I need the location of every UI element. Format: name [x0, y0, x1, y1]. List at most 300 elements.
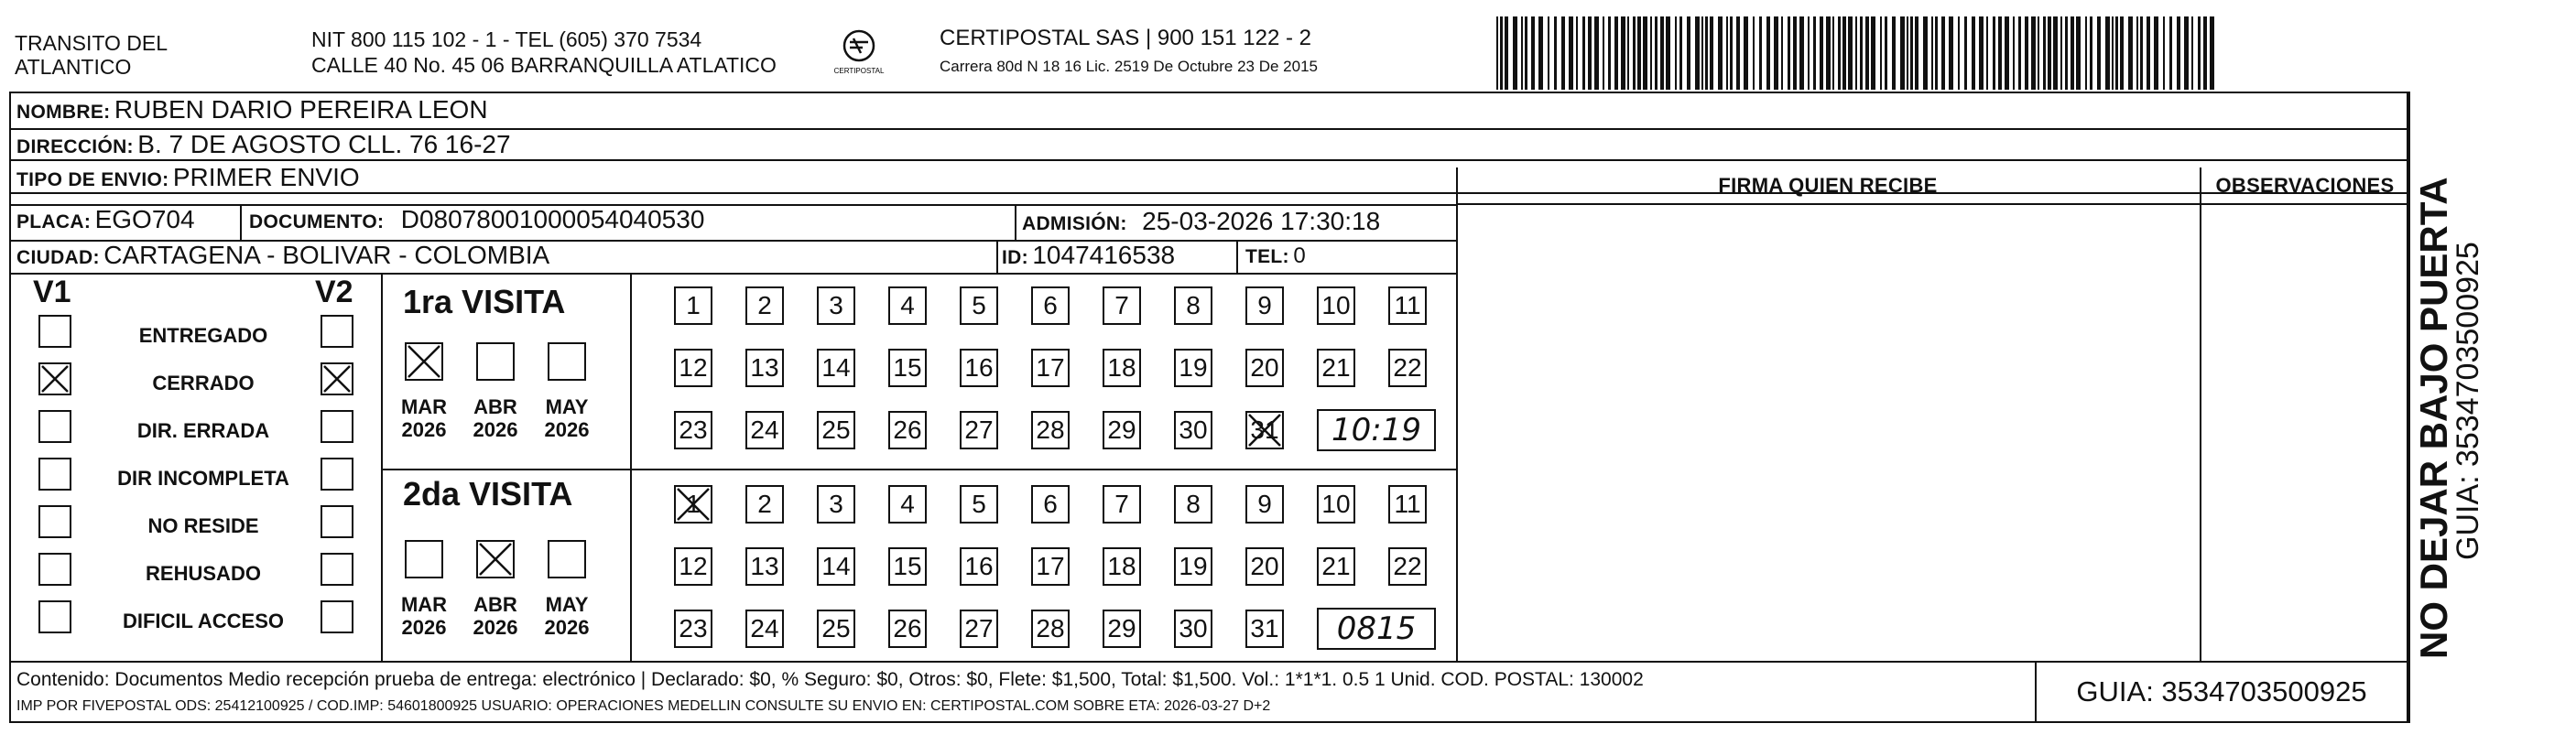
barcode-bar [2005, 16, 2009, 90]
documento-label: DOCUMENTO: [249, 211, 385, 232]
day-number: 15 [893, 552, 922, 580]
barcode-bar [1505, 16, 1508, 90]
day-number: 2 [757, 291, 772, 319]
documento-value: D08078001000054040530 [400, 205, 705, 233]
day-number: 9 [1257, 490, 1272, 518]
day-number: 16 [964, 552, 994, 580]
nombre-value: RUBEN DARIO PEREIRA LEON [114, 95, 488, 124]
barcode [1496, 16, 2220, 90]
month-label [397, 395, 451, 442]
day-box[interactable] [1174, 485, 1212, 524]
barcode-bar [1813, 16, 1816, 90]
barcode-bar [2115, 16, 2118, 90]
day-number: 15 [893, 353, 922, 382]
barcode-bar [1766, 16, 1770, 90]
day-box[interactable] [1174, 286, 1212, 325]
day-box[interactable] [1388, 485, 1427, 524]
day-box[interactable] [1174, 349, 1212, 387]
day-box[interactable] [1174, 411, 1212, 449]
day-box[interactable] [1388, 286, 1427, 325]
month-year: 2026 [544, 616, 590, 640]
barcode-bar [1588, 16, 1592, 90]
day-box[interactable] [1317, 286, 1355, 325]
barcode-bar [2154, 16, 2158, 90]
barcode-bar [1871, 16, 1875, 90]
visit2-title: 2da VISITA [403, 475, 573, 513]
day-number: 13 [750, 552, 779, 580]
ciudad-value: CARTAGENA - BOLIVAR - COLOMBIA [103, 241, 550, 269]
barcode-bar [2163, 16, 2165, 90]
firma-header: FIRMA QUIEN RECIBE [1718, 174, 1938, 197]
ciudad-label: CIUDAD: [16, 247, 100, 268]
barcode-bar [2043, 16, 2046, 90]
day-number: 23 [679, 614, 708, 642]
barcode-bar [1935, 16, 1938, 90]
day-number: 28 [1036, 416, 1065, 444]
barcode-bar [2065, 16, 2068, 90]
status-label: NO RESIDE [147, 514, 259, 537]
ciudad-field [16, 243, 549, 268]
placa-field [16, 207, 195, 232]
day-number: 12 [679, 552, 708, 580]
day-number: 1 [686, 490, 701, 518]
barcode-bar [2210, 16, 2214, 90]
license-line: Carrera 80d N 18 16 Lic. 2519 De Octubre 23 De 2015 [940, 58, 1318, 75]
v2-checkbox[interactable] [321, 410, 353, 443]
day-box[interactable] [888, 349, 927, 387]
v2-header: V2 [315, 275, 353, 309]
day-number: 13 [750, 353, 779, 382]
column-divider [381, 273, 383, 661]
day-number: 20 [1250, 552, 1279, 580]
id-label: ID: [1002, 247, 1028, 268]
v1-checkbox[interactable] [38, 458, 71, 491]
day-number: 7 [1114, 291, 1129, 319]
barcode-bar [1931, 16, 1933, 90]
day-box[interactable] [960, 547, 998, 586]
row-divider [9, 204, 1456, 206]
nombre-label: NOMBRE: [16, 102, 111, 123]
day-box[interactable] [1103, 485, 1141, 524]
month-name: ABR [473, 395, 517, 418]
barcode-bar [1910, 16, 1913, 90]
v2-checkbox[interactable] [321, 505, 353, 538]
barcode-bar [1643, 16, 1647, 90]
admision-value: 25-03-2026 17:30:18 [1142, 207, 1381, 235]
barcode-bar [1637, 16, 1641, 90]
day-number: 17 [1036, 353, 1065, 382]
month-year: 2026 [401, 616, 447, 640]
barcode-bar [1660, 16, 1664, 90]
day-number: 11 [1394, 490, 1421, 518]
barcode-bar [1521, 16, 1523, 90]
side-guia-text: GUIA: 3534703500925 [2451, 242, 2485, 560]
tel-field [1245, 245, 1306, 267]
status-label: DIR. ERRADA [136, 419, 270, 442]
month-label [397, 593, 451, 640]
direccion-value: B. 7 DE AGOSTO CLL. 76 16-27 [137, 130, 511, 158]
day-box[interactable] [674, 547, 712, 586]
barcode-bar [1808, 16, 1810, 90]
day-number: 26 [893, 614, 922, 642]
day-box[interactable] [674, 610, 712, 648]
day-number: 14 [821, 552, 851, 580]
day-number: 24 [750, 614, 779, 642]
barcode-bar [2203, 16, 2207, 90]
barcode-bar [1774, 16, 1778, 90]
day-box[interactable] [1317, 349, 1355, 387]
placa-label: PLACA: [16, 211, 92, 232]
month-name: MAR [400, 593, 448, 616]
footer-divider [9, 661, 2408, 663]
status-label: REHUSADO [146, 562, 261, 585]
admision-label: ADMISIÓN: [1022, 213, 1127, 234]
barcode-bar [1998, 16, 2002, 90]
svg-text:CERTIPOSTAL: CERTIPOSTAL [833, 67, 885, 75]
barcode-bar [2177, 16, 2180, 90]
day-box[interactable] [1031, 349, 1070, 387]
day-box[interactable] [960, 286, 998, 325]
day-box[interactable] [1174, 547, 1212, 586]
day-number: 2 [757, 490, 772, 518]
visit-time-box[interactable] [1317, 608, 1436, 650]
barcode-bar [1710, 16, 1713, 90]
day-box[interactable] [745, 349, 784, 387]
side-warning-text: NO DEJAR BAJO PUERTA [2412, 177, 2455, 659]
barcode-bar [1880, 16, 1882, 90]
day-number: 1 [686, 291, 701, 319]
day-number: 3 [829, 490, 843, 518]
barcode-bar [2090, 16, 2092, 90]
tel-value: 0 [1293, 243, 1306, 268]
barcode-bar [1788, 16, 1790, 90]
barcode-bar [2147, 16, 2150, 90]
month-label [468, 395, 523, 442]
day-box[interactable] [817, 411, 855, 449]
day-box[interactable] [1317, 485, 1355, 524]
day-number: 8 [1186, 291, 1201, 319]
direccion-label: DIRECCIÓN: [16, 136, 134, 157]
observaciones-area[interactable] [2203, 207, 2407, 659]
barcode-bar [1705, 16, 1708, 90]
day-number: 25 [821, 614, 851, 642]
barcode-bar [1608, 16, 1611, 90]
month-label [539, 593, 594, 640]
day-box[interactable] [960, 349, 998, 387]
barcode-bar [1614, 16, 1618, 90]
barcode-bar [1986, 16, 1988, 90]
barcode-bar [1885, 16, 1887, 90]
visit-time-box[interactable] [1317, 409, 1436, 451]
barcode-bar [1865, 16, 1869, 90]
column-divider [2408, 92, 2410, 723]
day-box[interactable] [745, 610, 784, 648]
day-box[interactable] [674, 286, 712, 325]
v1-checkbox[interactable] [38, 553, 71, 586]
barcode-bar [1633, 16, 1636, 90]
day-number: 7 [1114, 490, 1129, 518]
month-name: MAR [400, 395, 448, 418]
status-label: DIFICIL ACCESO [122, 610, 284, 632]
day-number: 6 [1043, 291, 1058, 319]
id-value: 1047416538 [1032, 241, 1176, 269]
v1-checkbox[interactable] [38, 505, 71, 538]
day-number: 31 [1250, 614, 1279, 642]
company-line: CERTIPOSTAL SAS | 900 151 122 - 2 [940, 26, 1311, 50]
nombre-row [16, 97, 488, 123]
day-number: 18 [1107, 353, 1136, 382]
day-box[interactable] [888, 411, 927, 449]
v1-header: V1 [33, 275, 71, 309]
barcode-bar [1500, 16, 1503, 90]
barcode-bar [2120, 16, 2124, 90]
day-box[interactable] [960, 411, 998, 449]
month-year: 2026 [401, 418, 447, 442]
barcode-bar [1759, 16, 1762, 90]
barcode-bar [1621, 16, 1625, 90]
barcode-bar [1718, 16, 1723, 90]
month-checkbox[interactable] [476, 540, 515, 578]
barcode-bar [1900, 16, 1905, 90]
footer-guia: GUIA: 3534703500925 [2076, 675, 2367, 707]
placa-value: EGO704 [94, 205, 195, 233]
barcode-bar [2060, 16, 2062, 90]
v1-checkbox[interactable] [38, 362, 71, 395]
column-divider [996, 240, 998, 273]
day-box[interactable] [1103, 349, 1141, 387]
visit1-title: 1ra VISITA [403, 283, 566, 320]
day-number: 29 [1107, 416, 1136, 444]
day-box[interactable] [817, 547, 855, 586]
day-number: 10 [1321, 291, 1351, 319]
month-checkbox[interactable] [405, 342, 443, 381]
month-name: MAY [545, 593, 589, 616]
barcode-bar [1826, 16, 1831, 90]
day-box[interactable] [817, 485, 855, 524]
day-box[interactable] [1245, 547, 1284, 586]
month-name: ABR [473, 593, 517, 616]
month-checkbox[interactable] [548, 540, 586, 578]
day-number: 30 [1179, 416, 1208, 444]
day-number: 4 [900, 291, 915, 319]
firma-signature-area[interactable] [1460, 207, 2198, 659]
barcode-bar [2198, 16, 2201, 90]
day-box[interactable] [817, 349, 855, 387]
barcode-bar [2112, 16, 2114, 90]
column-divider [2200, 167, 2201, 661]
barcode-bar [2071, 16, 2074, 90]
v2-checkbox[interactable] [321, 362, 353, 395]
day-box[interactable] [745, 286, 784, 325]
day-number: 4 [900, 490, 915, 518]
v2-checkbox[interactable] [321, 600, 353, 633]
day-number: 17 [1036, 552, 1065, 580]
month-checkbox[interactable] [548, 342, 586, 381]
day-box[interactable] [817, 610, 855, 648]
barcode-bar [1799, 16, 1804, 90]
day-box[interactable] [745, 411, 784, 449]
v2-checkbox[interactable] [321, 553, 353, 586]
v1-checkbox[interactable] [38, 410, 71, 443]
day-box[interactable] [960, 485, 998, 524]
day-number: 19 [1179, 353, 1208, 382]
barcode-bar [2097, 16, 2101, 90]
day-box[interactable] [1245, 610, 1284, 648]
admision-field [1022, 209, 1380, 234]
barcode-bar [1576, 16, 1578, 90]
barcode-bar [1781, 16, 1783, 90]
barcode-bar [1753, 16, 1755, 90]
day-box[interactable] [888, 286, 927, 325]
barcode-bar [1832, 16, 1834, 90]
sender-address: CALLE 40 No. 45 06 BARRANQUILLA ATLATICO [311, 53, 777, 77]
v1-checkbox[interactable] [38, 315, 71, 348]
barcode-bar [2018, 16, 2021, 90]
day-number: 8 [1186, 490, 1201, 518]
v1-checkbox[interactable] [38, 600, 71, 633]
barcode-bar [1679, 16, 1682, 90]
tipo-envio-row [16, 165, 360, 190]
day-box[interactable] [1245, 349, 1284, 387]
day-box[interactable] [1031, 286, 1070, 325]
day-box[interactable] [745, 485, 784, 524]
day-box[interactable] [1031, 411, 1070, 449]
barcode-bar [1603, 16, 1604, 90]
barcode-bar [2031, 16, 2036, 90]
day-number: 21 [1321, 552, 1351, 580]
documento-field [249, 207, 704, 232]
barcode-bar [1569, 16, 1573, 90]
column-divider [1236, 240, 1238, 273]
day-box[interactable] [674, 349, 712, 387]
row-divider [9, 159, 2408, 161]
sender-nit: NIT 800 115 102 - 1 - TEL (605) 370 7534 [311, 27, 702, 51]
day-box[interactable] [745, 547, 784, 586]
barcode-bar [1726, 16, 1728, 90]
day-box[interactable] [1245, 485, 1284, 524]
day-box[interactable] [674, 485, 712, 524]
day-number: 25 [821, 416, 851, 444]
barcode-bar [1687, 16, 1690, 90]
barcode-bar [2169, 16, 2172, 90]
day-box[interactable] [1103, 411, 1141, 449]
day-box[interactable] [960, 610, 998, 648]
day-box[interactable] [1245, 411, 1284, 449]
tel-label: TEL: [1245, 246, 1289, 267]
day-number: 22 [1393, 353, 1422, 382]
day-number: 10 [1321, 490, 1351, 518]
day-box[interactable] [1388, 547, 1427, 586]
barcode-bar [1964, 16, 1967, 90]
barcode-bar [1627, 16, 1629, 90]
day-number: 23 [679, 416, 708, 444]
day-box[interactable] [674, 411, 712, 449]
barcode-bar [1548, 16, 1549, 90]
barcode-bar [2076, 16, 2081, 90]
contenido-line: Contenido: Documentos Medio recepción prueba de entrega: electrónico | Declarado: $0, % Seguro: $0, Otros: $0, Flete: $1,500, Total: $1,500. Vol.: 1*1*1. 0.5 1 Unid. COD. POSTAL: 130002 [16, 669, 1644, 690]
day-box[interactable] [1031, 547, 1070, 586]
month-checkbox[interactable] [405, 540, 443, 578]
barcode-bar [1993, 16, 1995, 90]
visit-time-value: 10:19 [1331, 412, 1421, 448]
day-box[interactable] [1031, 485, 1070, 524]
day-number: 9 [1257, 291, 1272, 319]
day-box[interactable] [1317, 547, 1355, 586]
day-number: 20 [1250, 353, 1279, 382]
v2-checkbox[interactable] [321, 315, 353, 348]
day-number: 5 [972, 490, 986, 518]
month-name: MAY [545, 395, 589, 418]
barcode-bar [1525, 16, 1527, 90]
month-year: 2026 [473, 616, 518, 640]
month-checkbox[interactable] [476, 342, 515, 381]
row-divider [9, 273, 1456, 275]
day-box[interactable] [888, 547, 927, 586]
day-box[interactable] [1031, 610, 1070, 648]
barcode-bar [1979, 16, 1984, 90]
day-number: 28 [1036, 614, 1065, 642]
barcode-bar [2053, 16, 2058, 90]
day-box[interactable] [817, 286, 855, 325]
barcode-bar [2085, 16, 2087, 90]
day-box[interactable] [1388, 349, 1427, 387]
day-number: 26 [893, 416, 922, 444]
barcode-bar [2140, 16, 2143, 90]
month-year: 2026 [473, 418, 518, 442]
day-number: 24 [750, 416, 779, 444]
status-label: DIR INCOMPLETA [117, 467, 289, 490]
barcode-bar [1972, 16, 1975, 90]
day-number: 14 [821, 353, 851, 382]
tipo-envio-label: TIPO DE ENVIO: [16, 169, 169, 190]
v2-checkbox[interactable] [321, 458, 353, 491]
barcode-bar [1842, 16, 1846, 90]
day-box[interactable] [1245, 286, 1284, 325]
status-label: CERRADO [152, 372, 255, 394]
day-box[interactable] [888, 485, 927, 524]
row-divider [381, 469, 1456, 470]
day-number: 6 [1043, 490, 1058, 518]
row-divider [1456, 203, 2408, 205]
id-field [1002, 243, 1175, 268]
barcode-bar [1666, 16, 1670, 90]
imp-line: IMP POR FIVEPOSTAL ODS: 25412100925 / COD.IMP: 54601800925 USUARIO: OPERACIONES MEDELLIN CONSULTE SU ENVIO EN: CERTIPOSTAL.COM SOBRE ETA: 2026-03-27 D+2 [16, 698, 1271, 714]
day-number: 22 [1393, 552, 1422, 580]
tipo-envio-value: PRIMER ENVIO [172, 163, 360, 191]
sender-name-line1: TRANSITO DEL [15, 31, 168, 55]
day-box[interactable] [1103, 547, 1141, 586]
barcode-bar [2191, 16, 2193, 90]
side-guia [2451, 48, 2487, 560]
barcode-bar [1538, 16, 1543, 90]
day-number: 16 [964, 353, 994, 382]
barcode-bar [1855, 16, 1857, 90]
barcode-bar [1907, 16, 1908, 90]
day-box[interactable] [888, 610, 927, 648]
barcode-bar [1701, 16, 1703, 90]
day-number: 21 [1321, 353, 1351, 382]
barcode-bar [1675, 16, 1677, 90]
day-box[interactable] [1103, 286, 1141, 325]
day-box[interactable] [1103, 610, 1141, 648]
barcode-bar [1513, 16, 1517, 90]
month-label [539, 395, 594, 442]
observaciones-header: OBSERVACIONES [2215, 174, 2395, 197]
barcode-bar [2184, 16, 2189, 90]
barcode-bar [1949, 16, 1953, 90]
month-label [468, 593, 523, 640]
day-box[interactable] [1174, 610, 1212, 648]
